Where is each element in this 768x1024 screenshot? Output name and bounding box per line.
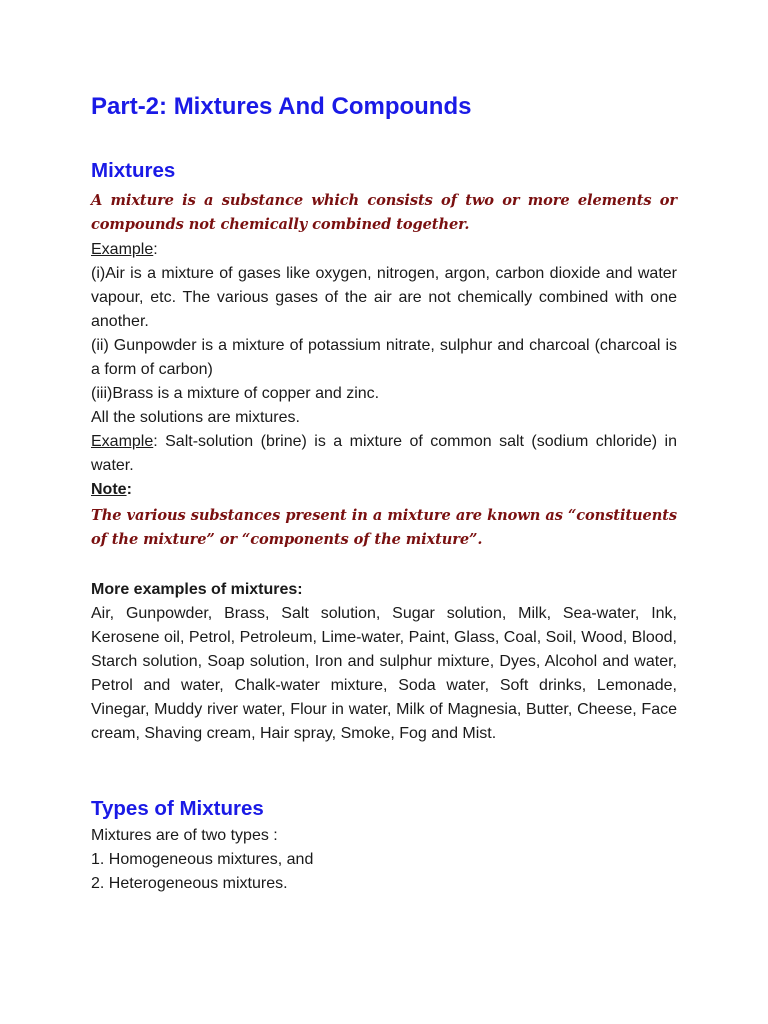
note-label-line xyxy=(91,478,677,502)
more-examples-list: Air, Gunpowder, Brass, Salt solution, Sugar solution, Milk, Sea-water, Ink, Kerosene oil, Petrol, Petroleum, Lime-water, Paint, Glass, Coal, Soil, Wood, Blood, Starch solution, Soap solution, Iron and sulphur mixture, Dyes, Alcohol and water, Petrol and water, Chalk-water mixture, Soda water, Soft drinks, Lemonade, Vinegar, Muddy river water, Flour in water, Milk of Magnesia, Butter, Cheese, Face cream, Shaving cream, Hair spray, Smoke, Fog and Mist. xyxy=(91,605,677,742)
types-heading: Types of Mixtures xyxy=(91,797,264,820)
types-block xyxy=(91,824,677,896)
page-title: Part-2: Mixtures And Compounds xyxy=(91,93,472,120)
example2-line xyxy=(91,430,677,478)
note-label: Note xyxy=(91,481,127,498)
example-colon: : xyxy=(153,241,158,258)
mixtures-heading: Mixtures xyxy=(91,159,176,182)
types-item: 1. Homogeneous mixtures, and xyxy=(91,851,314,868)
examples-block xyxy=(91,238,677,502)
solutions-line: All the solutions are mixtures. xyxy=(91,409,300,426)
types-intro: Mixtures are of two types : xyxy=(91,827,278,844)
types-item: 2. Heterogeneous mixtures. xyxy=(91,875,288,892)
note-text: The various substances present in a mixture are known as “constituents of the mixture” or “components of the mixture”. xyxy=(91,507,677,548)
example2-text: : Salt-solution (brine) is a mixture of common salt (sodium chloride) in water. xyxy=(91,433,677,474)
example2-label: Example xyxy=(91,433,154,450)
note-colon: : xyxy=(126,481,132,498)
mixture-definition: A mixture is a substance which consists of two or more elements or compounds not chemically combined together. xyxy=(91,192,677,233)
more-examples-block xyxy=(91,578,677,746)
more-examples-heading: More examples of mixtures: xyxy=(91,581,303,598)
example-item: (iii)Brass is a mixture of copper and zinc. xyxy=(91,385,380,402)
example-item: (ii) Gunpowder is a mixture of potassium nitrate, sulphur and charcoal (charcoal is a form of carbon) xyxy=(91,337,677,378)
example-label: Example xyxy=(91,241,154,258)
example-label-line xyxy=(91,238,677,262)
example-item: (i)Air is a mixture of gases like oxygen, nitrogen, argon, carbon dioxide and water vapour, etc. The various gases of the air are not chemically combined with one another. xyxy=(91,265,677,330)
